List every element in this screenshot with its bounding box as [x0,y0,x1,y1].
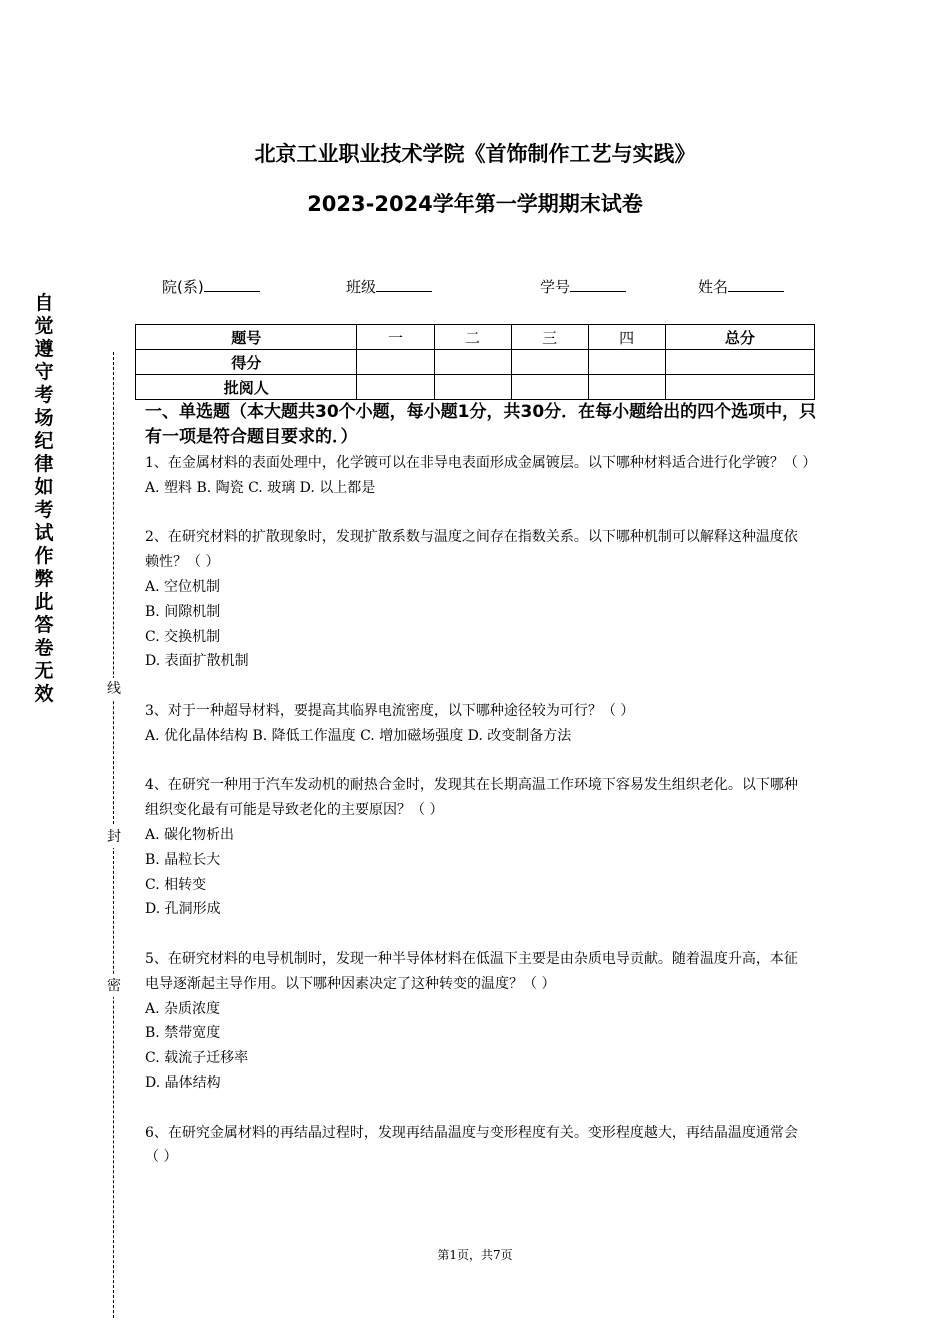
question-option[interactable]: D. 表面扩散机制 [145,653,249,670]
section-heading: 一、单选题（本大题共30个小题，每小题1分，共30分．在每小题给出的四个选项中，只有一项是符合题目要求的．） [145,402,817,447]
question-option[interactable]: A. 空位机制 [145,578,221,595]
question-option[interactable]: C. 相转变 [145,876,207,893]
question-stem: 1、在金属材料的表面处理中，化学镀可以在非导电表面形成金属镀层。以下哪种材料适合进行化学镀？（ ） [145,455,817,471]
student-id-field[interactable] [540,276,626,297]
header-part-2: 二 [434,325,511,350]
dept-field[interactable] [162,276,260,297]
exam-discipline-notice: 自觉遵守考场纪律如考试作弊此答卷无效 [34,292,54,705]
question-list [145,451,817,1195]
question-option[interactable]: A. 塑料 B. 陶瓷 C. 玻璃 D. 以上都是 [145,479,376,496]
question-item [145,947,810,1096]
score-table-header-row [136,325,815,350]
header-part-3: 三 [511,325,588,350]
question-item [145,525,810,674]
question-option[interactable]: D. 晶体结构 [145,1074,221,1091]
score-cell[interactable] [511,350,588,375]
grader-cell[interactable] [588,375,665,400]
question-stem: 2、在研究材料的扩散现象时，发现扩散系数与温度之间存在指数关系。以下哪种机制可以解释这种温度依赖性？（ ） [145,529,798,571]
header-part-4: 四 [588,325,665,350]
class-blank[interactable] [376,277,432,292]
exam-title-line1: 北京工业职业技术学院《首饰制作工艺与实践》 [254,142,696,166]
question-item [145,773,810,922]
binding-label-secret: 密 [104,975,124,997]
question-option[interactable]: B. 晶粒长大 [145,851,221,868]
question-option[interactable]: C. 载流子迁移率 [145,1050,249,1067]
name-label: 姓名 [698,278,729,296]
score-row [136,350,815,375]
grader-row [136,375,815,400]
binding-label-seal: 封 [104,826,124,848]
question-option[interactable]: A. 碳化物析出 [145,826,235,843]
question-stem: 4、在研究一种用于汽车发动机的耐热合金时，发现其在长期高温工作环境下容易发生组织老化。以下哪种组织变化最有可能是导致老化的主要原因？（ ） [145,777,798,819]
class-label: 班级 [346,278,377,296]
grader-row-label: 批阅人 [136,375,357,400]
page-footer: 第1页，共7页 [437,1248,513,1262]
score-table [135,324,815,400]
question-option[interactable]: D. 孔洞形成 [145,901,221,918]
exam-title-line2: 2023-2024学年第一学期期末试卷 [307,192,643,216]
header-question-number: 题号 [136,325,357,350]
grader-cell[interactable] [434,375,511,400]
score-cell[interactable] [588,350,665,375]
student-id-blank[interactable] [570,277,626,292]
score-cell[interactable] [434,350,511,375]
question-option[interactable]: C. 交换机制 [145,628,221,645]
question-item [145,699,810,749]
grader-cell[interactable] [665,375,814,400]
question-option[interactable]: A. 优化晶体结构 B. 降低工作温度 C. 增加磁场强度 D. 改变制备方法 [145,727,572,744]
dept-label: 院(系) [162,278,204,296]
question-option[interactable]: A. 杂质浓度 [145,1000,221,1017]
question-option[interactable]: B. 禁带宽度 [145,1025,221,1042]
grader-cell[interactable] [357,375,434,400]
question-option[interactable]: B. 间隙机制 [145,603,221,620]
header-total: 总分 [665,325,814,350]
class-field[interactable] [346,276,432,297]
question-stem: 6、在研究金属材料的再结晶过程时，发现再结晶温度与变形程度有关。变形程度越大，再结晶温度通常会（ ） [145,1124,798,1166]
question-item [145,451,817,501]
score-cell[interactable] [357,350,434,375]
question-item [145,1121,810,1171]
student-id-label: 学号 [540,278,571,296]
score-row-label: 得分 [136,350,357,375]
question-stem: 3、对于一种超导材料，要提高其临界电流密度，以下哪种途径较为可行？（ ） [145,702,635,719]
dept-blank[interactable] [204,277,260,292]
question-stem: 5、在研究材料的电导机制时，发现一种半导体材料在低温下主要是由杂质电导贡献。随着温度升高，本征电导逐渐起主导作用。以下哪种因素决定了这种转变的温度？（ ） [145,950,798,992]
binding-label-line: 线 [104,678,124,700]
header-part-1: 一 [357,325,434,350]
name-blank[interactable] [728,277,784,292]
score-cell[interactable] [665,350,814,375]
grader-cell[interactable] [511,375,588,400]
name-field[interactable] [698,276,784,297]
